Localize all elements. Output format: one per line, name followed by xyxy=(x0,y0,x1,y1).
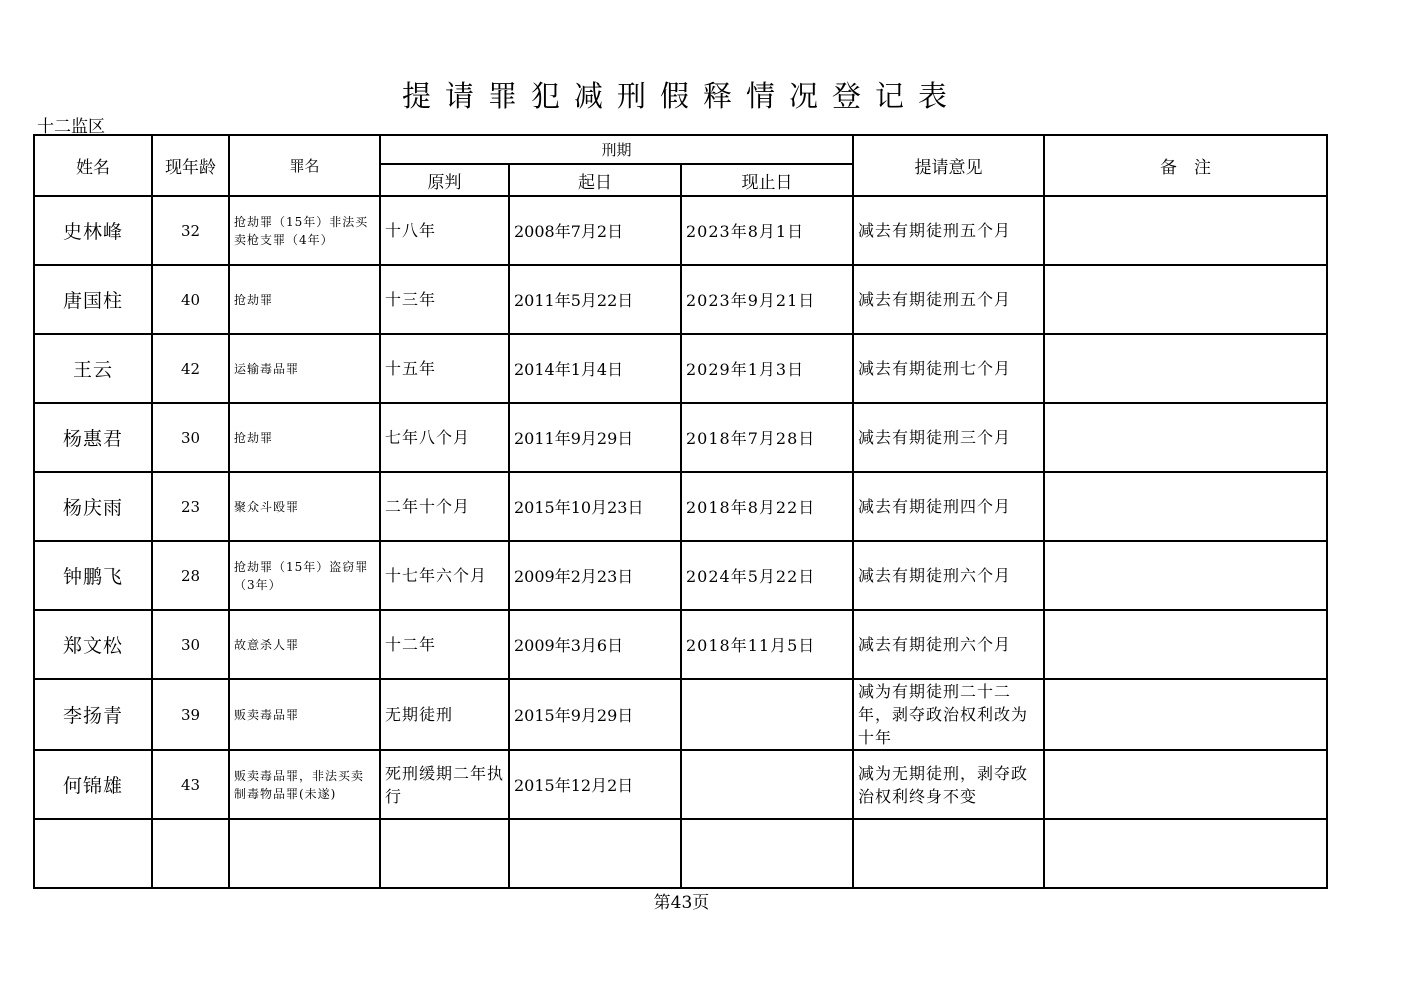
cell-original: 二年十个月 xyxy=(380,472,509,541)
cell-crime xyxy=(229,819,380,888)
cell-age: 43 xyxy=(152,750,229,819)
header-original: 原判 xyxy=(380,164,509,196)
cell-name: 李扬青 xyxy=(34,679,152,750)
cell-remark xyxy=(1044,679,1327,750)
cell-start: 2008年7月2日 xyxy=(509,196,681,265)
table-row xyxy=(34,472,1327,541)
cell-opinion: 减去有期徒刑六个月 xyxy=(853,541,1044,610)
cell-name xyxy=(34,819,152,888)
cell-age: 42 xyxy=(152,334,229,403)
cell-crime: 聚众斗殴罪 xyxy=(229,472,380,541)
cell-start: 2009年2月23日 xyxy=(509,541,681,610)
cell-remark xyxy=(1044,541,1327,610)
table-row xyxy=(34,265,1327,334)
cell-age: 30 xyxy=(152,610,229,679)
cell-name: 何锦雄 xyxy=(34,750,152,819)
cell-name: 史林峰 xyxy=(34,196,152,265)
table-row xyxy=(34,541,1327,610)
cell-end: 2018年7月28日 xyxy=(681,403,853,472)
cell-name: 杨惠君 xyxy=(34,403,152,472)
cell-remark xyxy=(1044,196,1327,265)
cell-original: 死刑缓期二年执行 xyxy=(380,750,509,819)
cell-age: 28 xyxy=(152,541,229,610)
cell-crime: 抢劫罪（15年）盗窃罪（3年） xyxy=(229,541,380,610)
table-row xyxy=(34,334,1327,403)
table-row xyxy=(34,610,1327,679)
cell-end xyxy=(681,750,853,819)
table-row xyxy=(34,679,1327,750)
header-opinion: 提请意见 xyxy=(853,135,1044,196)
cell-end: 2029年1月3日 xyxy=(681,334,853,403)
cell-age xyxy=(152,819,229,888)
page-title: 提请罪犯减刑假释情况登记表 xyxy=(401,79,961,113)
header-name: 姓名 xyxy=(34,135,152,196)
cell-end: 2024年5月22日 xyxy=(681,541,853,610)
cell-crime: 抢劫罪 xyxy=(229,265,380,334)
cell-end: 2018年8月22日 xyxy=(681,472,853,541)
cell-end: 2023年8月1日 xyxy=(681,196,853,265)
cell-start: 2015年12月2日 xyxy=(509,750,681,819)
cell-original xyxy=(380,819,509,888)
cell-age: 30 xyxy=(152,403,229,472)
cell-original: 十八年 xyxy=(380,196,509,265)
cell-start: 2011年9月29日 xyxy=(509,403,681,472)
cell-crime: 贩卖毒品罪 xyxy=(229,679,380,750)
table-row xyxy=(34,819,1327,888)
cell-remark xyxy=(1044,334,1327,403)
cell-name: 郑文松 xyxy=(34,610,152,679)
header-remark: 备 注 xyxy=(1044,135,1327,196)
cell-end: 2018年11月5日 xyxy=(681,610,853,679)
cell-original: 十七年六个月 xyxy=(380,541,509,610)
cell-start: 2009年3月6日 xyxy=(509,610,681,679)
table-row xyxy=(34,196,1327,265)
cell-crime: 运输毒品罪 xyxy=(229,334,380,403)
cell-remark xyxy=(1044,472,1327,541)
cell-remark xyxy=(1044,265,1327,334)
cell-name: 钟鹏飞 xyxy=(34,541,152,610)
table-row xyxy=(34,750,1327,819)
page-number: 第43页 xyxy=(653,893,710,913)
header-crime: 罪名 xyxy=(229,135,380,196)
unit-label: 十二监区 xyxy=(37,117,105,137)
cell-opinion: 减去有期徒刑五个月 xyxy=(853,265,1044,334)
cell-start: 2015年10月23日 xyxy=(509,472,681,541)
cell-crime: 抢劫罪 xyxy=(229,403,380,472)
header-age: 现年龄 xyxy=(152,135,229,196)
cell-remark xyxy=(1044,403,1327,472)
cell-crime: 贩卖毒品罪，非法买卖制毒物品罪(未遂) xyxy=(229,750,380,819)
cell-opinion: 减去有期徒刑三个月 xyxy=(853,403,1044,472)
cell-age: 23 xyxy=(152,472,229,541)
cell-crime: 抢劫罪（15年）非法买卖枪支罪（4年） xyxy=(229,196,380,265)
cell-end xyxy=(681,679,853,750)
cell-opinion: 减为有期徒刑二十二年，剥夺政治权利改为十年 xyxy=(853,679,1044,750)
cell-original: 无期徒刑 xyxy=(380,679,509,750)
cell-remark xyxy=(1044,819,1327,888)
cell-start: 2014年1月4日 xyxy=(509,334,681,403)
header-end: 现止日 xyxy=(681,164,853,196)
cell-remark xyxy=(1044,610,1327,679)
cell-start: 2011年5月22日 xyxy=(509,265,681,334)
table-row xyxy=(34,403,1327,472)
table-body xyxy=(34,196,1327,888)
cell-original: 七年八个月 xyxy=(380,403,509,472)
cell-end xyxy=(681,819,853,888)
cell-opinion: 减去有期徒刑四个月 xyxy=(853,472,1044,541)
cell-opinion xyxy=(853,819,1044,888)
cell-start: 2015年9月29日 xyxy=(509,679,681,750)
header-start: 起日 xyxy=(509,164,681,196)
cell-start xyxy=(509,819,681,888)
cell-original: 十五年 xyxy=(380,334,509,403)
header-term: 刑期 xyxy=(380,135,853,164)
cell-remark xyxy=(1044,750,1327,819)
registration-table xyxy=(33,134,1328,889)
cell-name: 杨庆雨 xyxy=(34,472,152,541)
cell-name: 王云 xyxy=(34,334,152,403)
cell-name: 唐国柱 xyxy=(34,265,152,334)
cell-end: 2023年9月21日 xyxy=(681,265,853,334)
cell-original: 十三年 xyxy=(380,265,509,334)
cell-opinion: 减去有期徒刑七个月 xyxy=(853,334,1044,403)
cell-opinion: 减去有期徒刑五个月 xyxy=(853,196,1044,265)
cell-age: 40 xyxy=(152,265,229,334)
cell-age: 39 xyxy=(152,679,229,750)
cell-crime: 故意杀人罪 xyxy=(229,610,380,679)
cell-opinion: 减去有期徒刑六个月 xyxy=(853,610,1044,679)
cell-age: 32 xyxy=(152,196,229,265)
cell-opinion: 减为无期徒刑，剥夺政治权利终身不变 xyxy=(853,750,1044,819)
cell-original: 十二年 xyxy=(380,610,509,679)
